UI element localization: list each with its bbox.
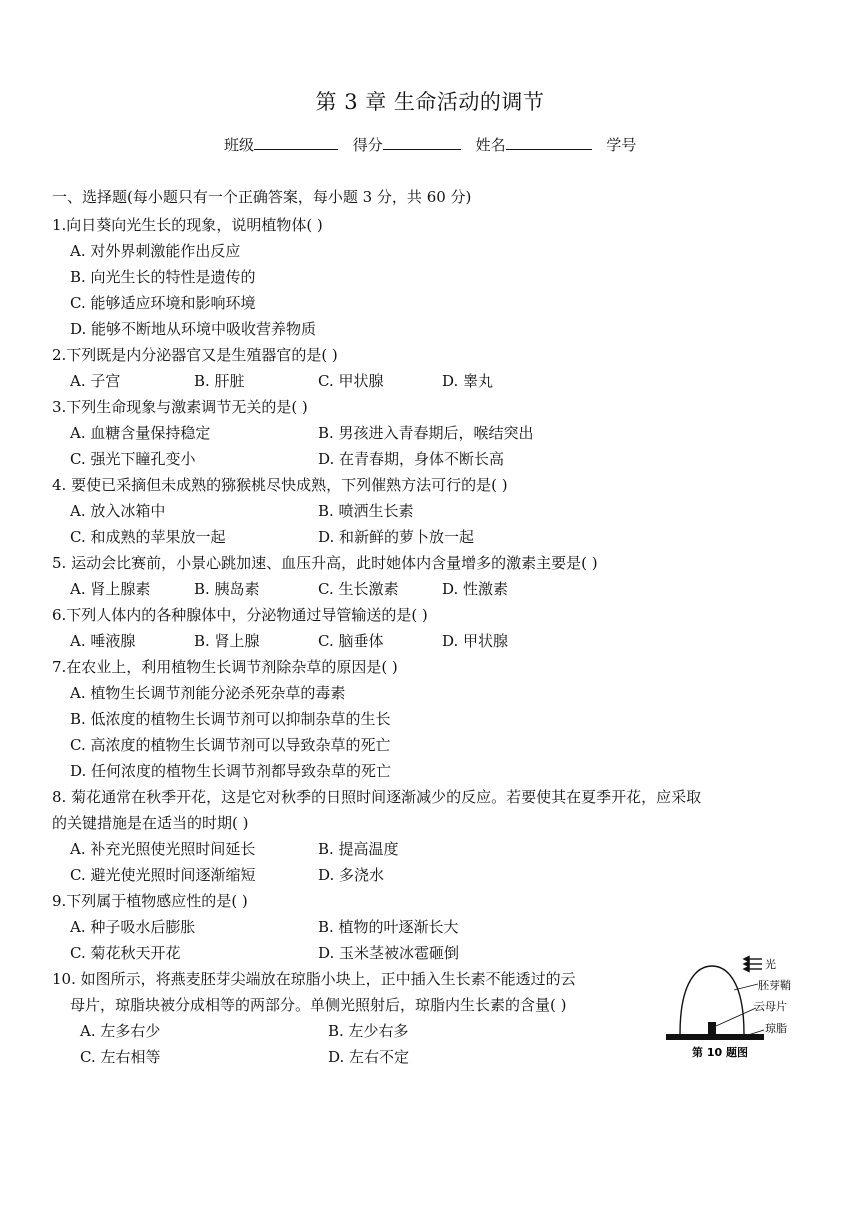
option-row [52, 264, 812, 290]
name-label: 姓名 [475, 136, 506, 154]
option-row [52, 446, 812, 472]
question-4 [52, 472, 812, 550]
option-b: B. 男孩进入青春期后，喉结突出 [318, 424, 534, 442]
option-row [52, 368, 812, 394]
agar-label: 琼脂 [765, 1022, 787, 1035]
option-row [52, 420, 812, 446]
option-b: B. 向光生长的特性是遗传的 [70, 268, 256, 286]
option-b: B. 胰岛素 [194, 580, 260, 598]
option-row [52, 290, 812, 316]
option-a: A. 对外界刺激能作出反应 [70, 242, 241, 260]
option-c: C. 避光使光照时间逐渐缩短 [70, 866, 256, 884]
question-1 [52, 212, 812, 342]
option-row [52, 576, 812, 602]
question-6 [52, 602, 812, 654]
student-id-label: 学号 [606, 136, 637, 154]
question-stem: 6.下列人体内的各种腺体中，分泌物通过导管输送的是( ) [52, 606, 428, 624]
option-c: C. 高浓度的植物生长调节剂可以导致杂草的死亡 [70, 736, 391, 754]
question-stem: 5. 运动会比赛前，小景心跳加速、血压升高，此时她体内含量增多的激素主要是( ) [52, 554, 598, 572]
option-row [52, 238, 812, 264]
question-stem: 1.向日葵向光生长的现象，说明植物体( ) [52, 216, 323, 234]
class-label: 班级 [224, 136, 255, 154]
option-a: A. 植物生长调节剂能分泌杀死杂草的毒素 [70, 684, 346, 702]
question-stem: 3.下列生命现象与激素调节无关的是( ) [52, 398, 308, 416]
option-a: A. 肾上腺素 [70, 580, 151, 598]
page-title: 第 3 章 生命活动的调节 [315, 90, 545, 114]
option-b: B. 肝脏 [194, 372, 245, 390]
question-stem: 9.下列属于植物感应性的是( ) [52, 892, 248, 910]
option-b: B. 植物的叶逐渐长大 [318, 918, 459, 936]
option-row [52, 680, 812, 706]
light-arrows-icon [744, 957, 762, 972]
option-c: C. 甲状腺 [318, 372, 384, 390]
section-heading: 一、选择题(每小题只有一个正确答案，每小题 3 分，共 60 分) [52, 188, 472, 206]
option-row [52, 316, 812, 342]
mica-pointer [716, 1008, 756, 1026]
option-c: C. 脑垂体 [318, 632, 384, 650]
option-c: C. 左右相等 [80, 1048, 161, 1066]
option-a: A. 放入冰箱中 [70, 502, 166, 520]
question-stem: 7.在农业上，利用植物生长调节剂除杂草的原因是( ) [52, 658, 398, 676]
option-b: B. 提高温度 [318, 840, 399, 858]
option-d: D. 能够不断地从环境中吸收营养物质 [70, 320, 317, 338]
option-a: A. 唾液腺 [70, 632, 136, 650]
option-c: C. 能够适应环境和影响环境 [70, 294, 256, 312]
option-c: C. 强光下瞳孔变小 [70, 450, 196, 468]
option-c: C. 生长激素 [318, 580, 399, 598]
mica-label: 云母片 [754, 1000, 787, 1013]
option-a: A. 补充光照使光照时间延长 [70, 840, 256, 858]
class-blank [254, 134, 338, 150]
option-d: D. 任何浓度的植物生长调节剂都导致杂草的死亡 [70, 762, 392, 780]
option-row [52, 836, 812, 862]
option-row [52, 706, 812, 732]
question-stem: 4. 要使已采摘但未成熟的猕猴桃尽快成熟，下列催熟方法可行的是( ) [52, 476, 508, 494]
question-3 [52, 394, 812, 472]
question-2 [52, 342, 812, 394]
option-row [52, 862, 812, 888]
option-a: A. 血糖含量保持稳定 [70, 424, 211, 442]
option-d: D. 在青春期，身体不断长高 [318, 450, 505, 468]
option-b: B. 肾上腺 [194, 632, 260, 650]
option-c: C. 和成熟的苹果放一起 [70, 528, 226, 546]
option-row [52, 628, 812, 654]
option-row [52, 498, 812, 524]
score-label: 得分 [352, 136, 383, 154]
question-list [52, 212, 812, 1070]
option-row [52, 914, 812, 940]
question-stem: 8. 菊花通常在秋季开花，这是它对秋季的日照时间逐渐减少的反应。若要使其在夏季开花，应采取 [52, 788, 702, 806]
option-row [52, 732, 812, 758]
question-7 [52, 654, 812, 784]
score-blank [383, 134, 461, 150]
option-d: D. 多浇水 [318, 866, 385, 884]
light-label: 光 [765, 958, 776, 971]
option-a: A. 种子吸水后膨胀 [70, 918, 196, 936]
question-stem: 2.下列既是内分泌器官又是生殖器官的是( ) [52, 346, 338, 364]
option-d: D. 睾丸 [442, 372, 494, 390]
student-info-line [224, 134, 636, 155]
question-8 [52, 784, 812, 888]
coleoptile-figure [662, 950, 802, 1065]
question-stem-continued: 的关键措施是在适当的时期( ) [52, 814, 249, 832]
option-row [52, 758, 812, 784]
option-row [52, 524, 812, 550]
question-stem: 10. 如图所示，将燕麦胚芽尖端放在琼脂小块上，正中插入生长素不能透过的云 [52, 970, 576, 988]
option-d: D. 左右不定 [328, 1048, 410, 1066]
option-b: B. 喷洒生长素 [318, 502, 414, 520]
name-blank [506, 134, 592, 150]
option-d: D. 玉米茎被冰雹砸倒 [318, 944, 460, 962]
option-a: A. 左多右少 [80, 1022, 161, 1040]
coleoptile-label: 胚芽鞘 [758, 979, 791, 992]
option-b: B. 低浓度的植物生长调节剂可以抑制杂草的生长 [70, 710, 391, 728]
option-d: D. 性激素 [442, 580, 509, 598]
option-d: D. 甲状腺 [442, 632, 509, 650]
figure-caption: 第 10 题图 [692, 1046, 748, 1059]
option-c: C. 菊花秋天开花 [70, 944, 181, 962]
option-d: D. 和新鲜的萝卜放一起 [318, 528, 475, 546]
option-b: B. 左少右多 [328, 1022, 409, 1040]
question-stem-continued: 母片，琼脂块被分成相等的两部分。单侧光照射后，琼脂内生长素的含量( ) [70, 996, 567, 1014]
question-5 [52, 550, 812, 602]
mica-sheet [708, 1022, 716, 1034]
option-a: A. 子宫 [70, 372, 121, 390]
